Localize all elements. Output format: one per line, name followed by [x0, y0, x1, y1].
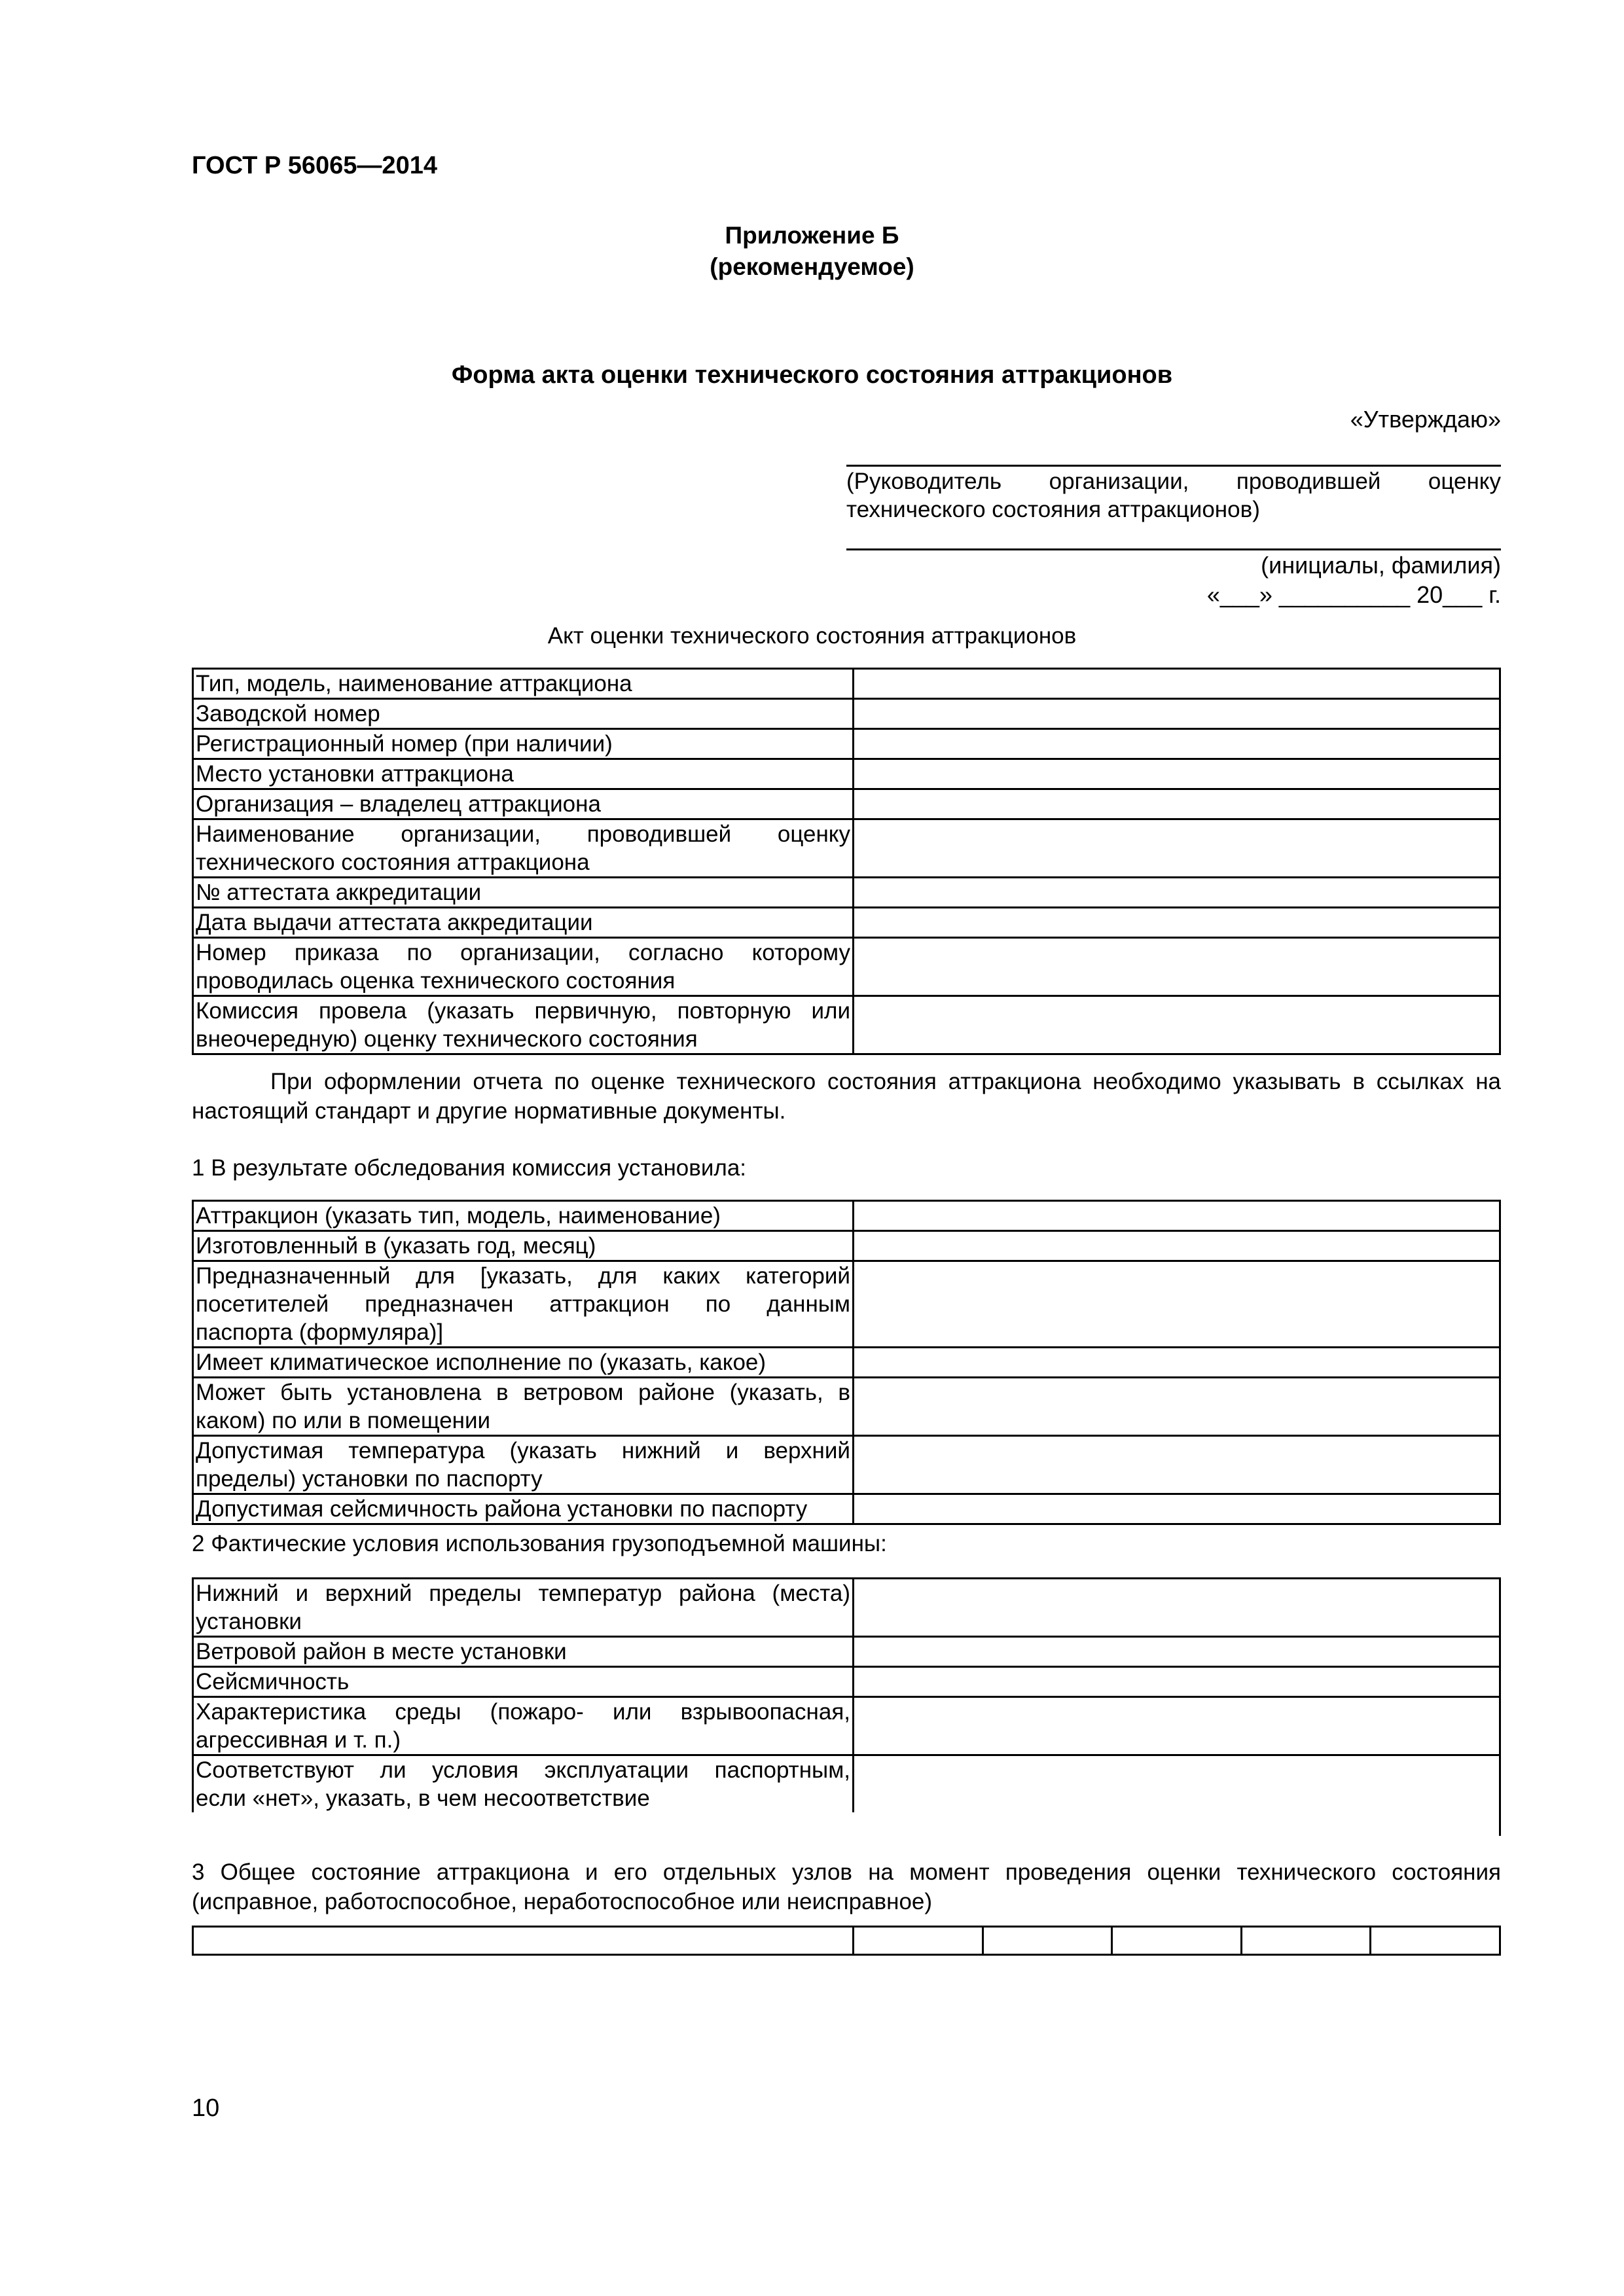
field-label: Может быть установлена в ветровом районе (указать, в каком) по или в помещении [193, 1378, 854, 1436]
section-3-paragraph: 3 Общее состояние аттракциона и его отдельных узлов на момент проведения оценки технического состояния (исправное, работоспособное, неработоспособное или неисправное) [192, 1859, 1501, 1914]
field-value[interactable] [854, 908, 1500, 938]
table-row [193, 819, 1500, 878]
head-caption-line-1: (Руководитель организации, проводившей оценку [846, 469, 1501, 494]
section-2-heading: 2 Фактические условия использования грузоподъемной машины: [192, 1531, 887, 1556]
field-value[interactable] [854, 996, 1500, 1054]
field-value[interactable] [854, 669, 1500, 699]
field-label: Соответствуют ли условия эксплуатации паспортным, если «нет», указать, в чем несоответствие [193, 1755, 854, 1813]
field-value[interactable] [854, 1579, 1500, 1637]
table-row [193, 1667, 1500, 1697]
signature-line-1 [846, 465, 1501, 467]
field-label: Заводской номер [193, 699, 854, 729]
field-value[interactable] [854, 878, 1500, 908]
act-title: Акт оценки технического состояния аттракционов [547, 623, 1077, 649]
table-row [193, 1201, 1500, 1231]
table-stub-line [1499, 1806, 1501, 1836]
field-value[interactable] [854, 1201, 1500, 1231]
form-title: Форма акта оценки технического состояния аттракционов [451, 361, 1173, 389]
field-value[interactable] [854, 1378, 1500, 1436]
condition-cell[interactable] [983, 1927, 1112, 1955]
field-value[interactable] [854, 1755, 1500, 1813]
note-paragraph: При оформлении отчета по оценке технического состояния аттракциона необходимо указывать в ссылках на настоящий стандарт и другие нормативные документы. [192, 1069, 1501, 1124]
table-row [193, 759, 1500, 789]
condition-cell[interactable] [193, 1927, 854, 1955]
field-label: Регистрационный номер (при наличии) [193, 729, 854, 759]
initials-caption: (инициалы, фамилия) [1261, 552, 1501, 579]
field-label: Нижний и верхний пределы температур района (места) установки [193, 1579, 854, 1637]
field-value[interactable] [854, 938, 1500, 996]
condition-cell[interactable] [1371, 1927, 1500, 1955]
head-of-organization-caption [846, 467, 1501, 495]
annex-note: (рекомендуемое) [710, 253, 914, 280]
table-row [193, 1494, 1500, 1524]
table-row [193, 669, 1500, 699]
field-value[interactable] [854, 789, 1500, 819]
condition-cell[interactable] [1241, 1927, 1371, 1955]
table-row [193, 699, 1500, 729]
table-row [193, 996, 1500, 1054]
table-row [193, 1231, 1500, 1261]
field-label: Аттракцион (указать тип, модель, наименование) [193, 1201, 854, 1231]
field-value[interactable] [854, 759, 1500, 789]
table-row [193, 908, 1500, 938]
approve-label: «Утверждаю» [1350, 406, 1501, 433]
approval-date: «___» __________ 20___ г. [1206, 581, 1501, 608]
field-label: Сейсмичность [193, 1667, 854, 1697]
field-label: Номер приказа по организации, согласно которому проводилась оценка технического состояния [193, 938, 854, 996]
signature-line-2 [846, 548, 1501, 550]
field-label: Имеет климатическое исполнение по (указать, какое) [193, 1348, 854, 1378]
head-caption-line-2: технического состояния аттракционов) [846, 497, 1260, 522]
field-label: Наименование организации, проводившей оценку технического состояния аттракциона [193, 819, 854, 878]
field-label: № аттестата аккредитации [193, 878, 854, 908]
table-row [193, 1637, 1500, 1667]
field-label: Ветровой район в месте установки [193, 1637, 854, 1667]
field-value[interactable] [854, 1261, 1500, 1348]
field-label: Тип, модель, наименование аттракциона [193, 669, 854, 699]
table-row [193, 789, 1500, 819]
field-label: Допустимая сейсмичность района установки по паспорту [193, 1494, 854, 1524]
table-row [193, 1697, 1500, 1755]
act-details-table [192, 668, 1501, 1055]
table-row [193, 1261, 1500, 1348]
field-label: Дата выдачи аттестата аккредитации [193, 908, 854, 938]
field-label: Допустимая температура (указать нижний и верхний пределы) установки по паспорту [193, 1436, 854, 1494]
field-value[interactable] [854, 1436, 1500, 1494]
condition-table [192, 1926, 1501, 1956]
field-value[interactable] [854, 1637, 1500, 1667]
field-label: Изготовленный в (указать год, месяц) [193, 1231, 854, 1261]
table-row [193, 1436, 1500, 1494]
field-value[interactable] [854, 699, 1500, 729]
field-value[interactable] [854, 729, 1500, 759]
condition-cell[interactable] [854, 1927, 983, 1955]
field-label: Организация – владелец аттракциона [193, 789, 854, 819]
table-row [193, 878, 1500, 908]
table-row [193, 1378, 1500, 1436]
field-value[interactable] [854, 1231, 1500, 1261]
actual-conditions-table [192, 1577, 1501, 1812]
table-row [193, 1579, 1500, 1637]
field-value[interactable] [854, 819, 1500, 878]
page-number: 10 [192, 2094, 220, 2122]
document-header: ГОСТ Р 56065—2014 [192, 152, 437, 179]
commission-findings-table [192, 1200, 1501, 1525]
table-row [193, 938, 1500, 996]
table-row [193, 1348, 1500, 1378]
table-row [193, 1927, 1500, 1955]
table-row [193, 729, 1500, 759]
table-row [193, 1755, 1500, 1813]
condition-cell[interactable] [1112, 1927, 1242, 1955]
field-value[interactable] [854, 1348, 1500, 1378]
field-label: Предназначенный для [указать, для каких категорий посетителей предназначен аттракцион по данным паспорта (формуляра)] [193, 1261, 854, 1348]
section-1-heading: 1 В результате обследования комиссия установила: [192, 1155, 747, 1181]
field-label: Характеристика среды (пожаро- или взрывоопасная, агрессивная и т. п.) [193, 1697, 854, 1755]
field-label: Место установки аттракциона [193, 759, 854, 789]
field-value[interactable] [854, 1697, 1500, 1755]
field-value[interactable] [854, 1667, 1500, 1697]
field-value[interactable] [854, 1494, 1500, 1524]
annex-heading [0, 220, 1624, 283]
field-label: Комиссия провела (указать первичную, повторную или внеочередную) оценку технического состояния [193, 996, 854, 1054]
annex-title: Приложение Б [725, 222, 899, 249]
